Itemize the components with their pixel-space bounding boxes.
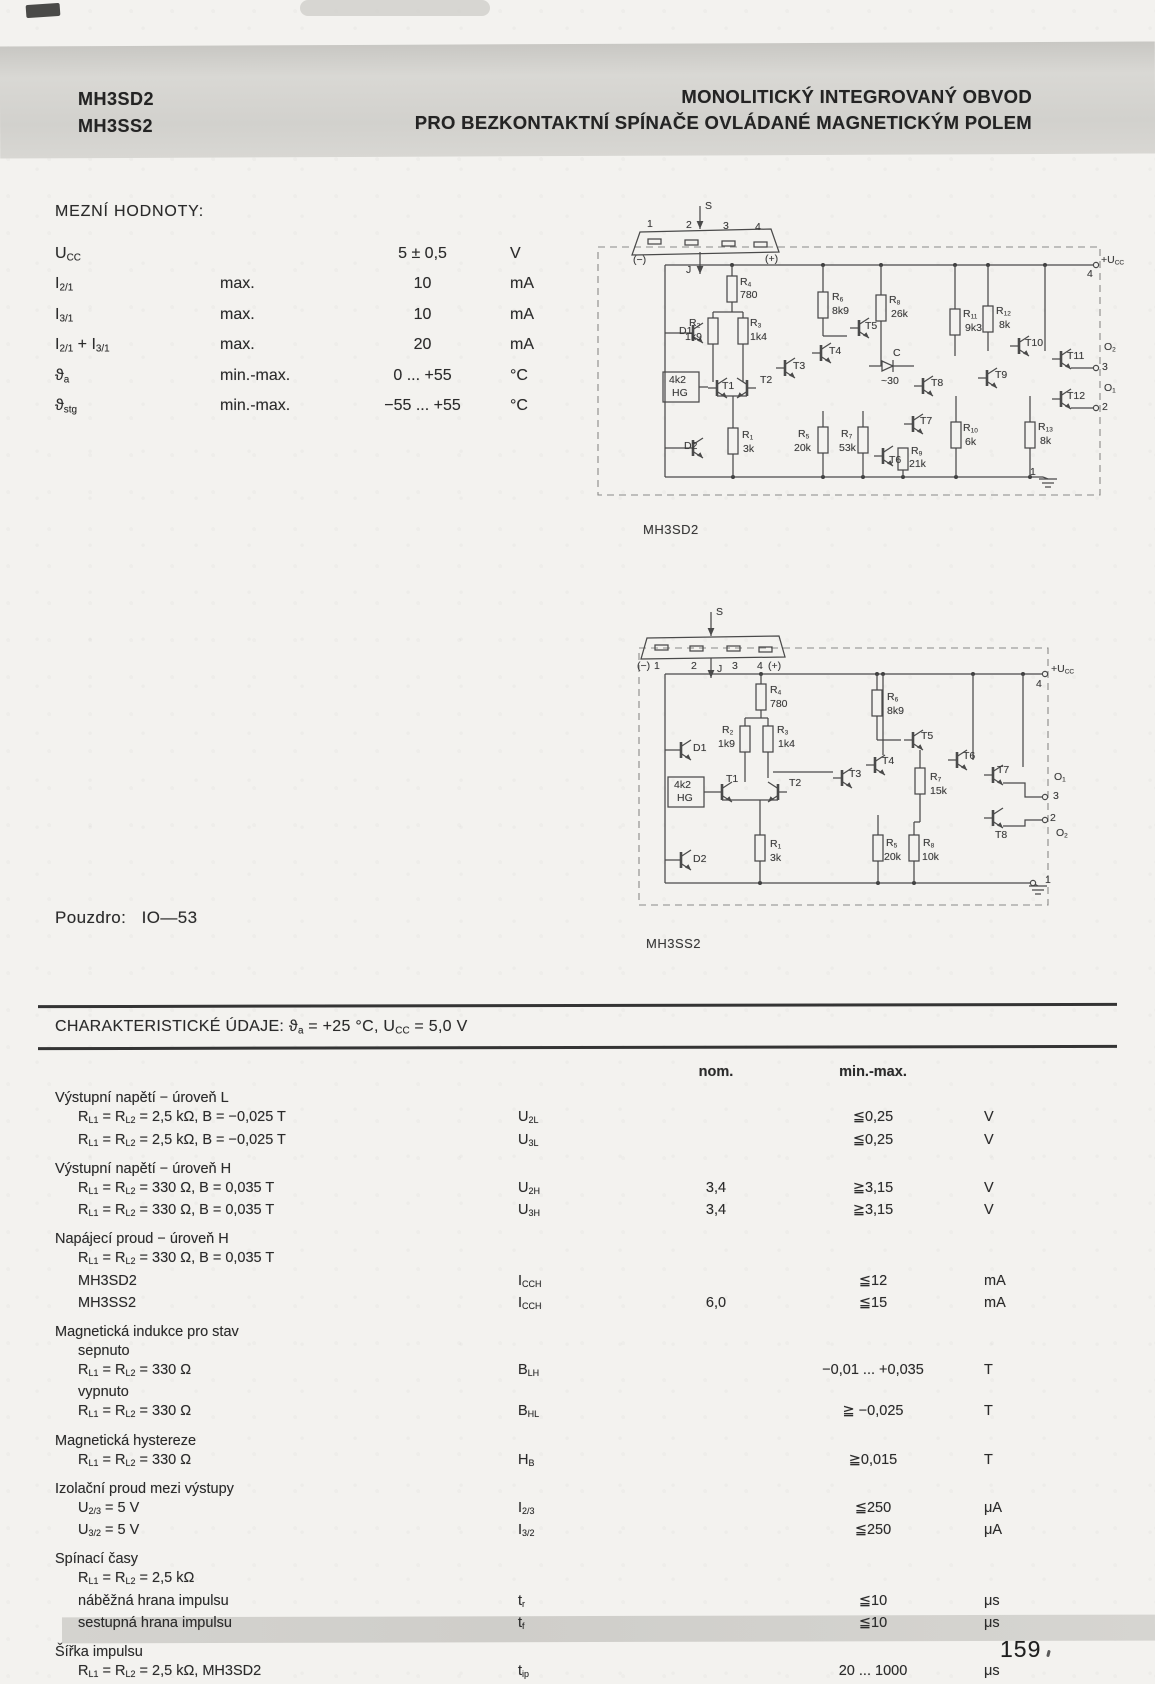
char-row (38, 1499, 1117, 1521)
row-condition: $R_{L1} = R_{L2} = 2,5$ kΩ, MH3SD2 (78, 1662, 262, 1680)
limit-unit: mA (510, 305, 534, 323)
part-number-1: MH3SD2 (78, 89, 155, 109)
row-condition: vypnuto (78, 1384, 129, 1401)
characteristics-section (38, 1004, 1117, 1684)
transistor-label: D1 (679, 325, 693, 337)
schematic2-caption: MH3SS2 (646, 936, 702, 951)
row-symbol (518, 1249, 670, 1271)
resistor-val: 1k4 (750, 331, 767, 343)
limit-row (55, 363, 595, 393)
hall-generator-label: 4k2 (669, 374, 686, 386)
resistor-ref: $R_{12}$ (996, 305, 1011, 318)
resistor-val: 3k (743, 443, 755, 455)
limit-row (55, 393, 595, 423)
limit-row (55, 302, 595, 332)
transistor-label: T4 (882, 755, 895, 767)
page-title (330, 84, 1032, 136)
row-minmax: ≦10 (858, 1614, 888, 1631)
col-minmax: min.-max. (839, 1064, 907, 1081)
row-nom (670, 1131, 762, 1153)
pin-number: 3 (732, 660, 738, 672)
row-minmax: ≦0,25 (852, 1131, 894, 1148)
transistor-label: T5 (865, 320, 878, 332)
title-line-1: MONOLITICKÝ INTEGROVANÝ OBVOD (681, 86, 1032, 107)
char-row (38, 1614, 1117, 1636)
resistor-ref: $R_1$ (742, 429, 754, 442)
row-condition: sepnuto (78, 1343, 130, 1360)
row-nom (670, 1249, 762, 1271)
row-condition: $R_{L1} = R_{L2} = 330$ Ω (78, 1403, 192, 1420)
col-nom: nom. (698, 1064, 734, 1081)
hall-generator-label: 4k2 (674, 779, 691, 791)
limit-row (55, 332, 595, 362)
resistor-val: 10k (922, 851, 939, 863)
char-group (38, 1323, 1117, 1424)
row-unit: V (984, 1179, 994, 1196)
row-nom (670, 1272, 762, 1294)
limit-condition: max. (220, 275, 255, 293)
char-row (38, 1179, 1117, 1201)
resistor-ref: $R_3$ (777, 724, 789, 737)
transistor-label: T10 (1025, 337, 1044, 349)
ground-pin: 1 (1030, 466, 1036, 478)
polarity-pos: (+) (768, 660, 782, 672)
limit-symbol: $ϑ_{stg}$ (55, 397, 77, 416)
hall-generator-label: HG (677, 792, 693, 804)
row-symbol: $H_B$ (518, 1451, 535, 1468)
row-nom (670, 1614, 762, 1636)
output-pin: 3 (1053, 790, 1059, 802)
row-unit: V (984, 1109, 994, 1126)
transistor-label: D2 (693, 853, 707, 865)
row-condition: $U_{2/3} = 5$ V (78, 1499, 140, 1517)
resistor-ref: $R_{13}$ (1038, 421, 1053, 434)
resistor-val: 20k (884, 851, 901, 863)
characteristics-title: CHARAKTERISTICKÉ ÚDAJE: $ϑ_a = +25$ °C, $U_{CC} = 5,0$ V (55, 1018, 468, 1037)
row-condition: $R_{L1} = R_{L2} = 330$ Ω (78, 1362, 192, 1379)
resistor-val: 15k (930, 785, 947, 797)
ic-boundary (598, 247, 1100, 495)
transistor-label: T5 (921, 730, 934, 742)
resistor-ref: $R_2$ (689, 317, 701, 330)
row-symbol: $I_{3/2}$ (518, 1522, 535, 1539)
row-symbol: $I_{CCH}$ (518, 1272, 542, 1289)
resistor-ref: $R_4$ (770, 684, 782, 697)
char-group (38, 1550, 1117, 1636)
group-heading: Výstupní napětí − úroveň H (55, 1160, 232, 1177)
transistor-label: T3 (849, 768, 862, 780)
group-heading: Spínací časy (55, 1551, 139, 1568)
char-row (38, 1592, 1117, 1614)
limit-condition: min.-max. (220, 397, 291, 415)
char-group (38, 1089, 1117, 1152)
resistor-val: 3k (770, 852, 782, 864)
circuit-linework-mh3ss2 (593, 560, 1075, 910)
resistor-val: 8k (999, 319, 1011, 331)
resistor-val: 53k (839, 442, 856, 454)
row-minmax: ≦12 (858, 1272, 888, 1289)
resistor-ref: $R_7$ (841, 428, 853, 441)
row-nom: 6,0 (705, 1294, 727, 1311)
supply-label: $+U_{CC}$ (1051, 663, 1075, 676)
row-condition: náběžná hrana impulsu (78, 1592, 229, 1609)
row-symbol: $U_{2L}$ (518, 1109, 539, 1126)
pin-number: 1 (647, 218, 653, 230)
row-unit: T (984, 1451, 993, 1468)
resistor-ref: $R_5$ (886, 837, 898, 850)
row-condition: $R_{L1} = R_{L2} = 2,5$ kΩ (78, 1570, 195, 1587)
resistor-ref: $R_{11}$ (963, 308, 978, 321)
group-heading: Šířka impulsu (55, 1643, 143, 1660)
limit-unit: °C (510, 366, 528, 384)
limit-condition (220, 241, 335, 271)
output-label: $O_1$ (1104, 382, 1116, 395)
output-label: $O_1$ (1054, 771, 1066, 784)
char-row (38, 1361, 1117, 1383)
resistor-ref: $R_6$ (887, 691, 899, 704)
row-condition: $R_{L1} = R_{L2} = 330$ Ω, B = 0,035 T (78, 1250, 275, 1267)
supply-pin: 4 (1036, 678, 1042, 690)
page-number-text: 159 (1000, 1636, 1042, 1662)
row-nom (670, 1662, 762, 1684)
resistor-ref: $R_1$ (770, 838, 782, 851)
row-condition: $U_{3/2} = 5$ V (78, 1522, 140, 1539)
limit-row (55, 271, 595, 301)
transistor-label: T7 (997, 764, 1010, 776)
capacitor-ref: C (893, 347, 901, 359)
limit-value: 20 (413, 336, 432, 354)
transistor-label: T1 (722, 380, 735, 392)
row-nom (670, 1592, 762, 1614)
row-minmax: ≦250 (854, 1522, 892, 1539)
resistor-val: 8k9 (832, 305, 849, 317)
row-minmax: ≧0,015 (848, 1451, 898, 1468)
scan-artifact-smudge (300, 0, 490, 16)
resistor-ref: $R_4$ (740, 276, 752, 289)
transistor-label: T1 (726, 773, 739, 785)
row-unit: mA (984, 1272, 1006, 1289)
resistor-ref: $R_6$ (832, 291, 844, 304)
resistor-val: 1k4 (778, 738, 795, 750)
resistor-val: 21k (909, 458, 926, 470)
resistor-val: 26k (891, 308, 908, 320)
transistor-label: T7 (920, 415, 933, 427)
row-nom (670, 1402, 762, 1424)
limit-symbol: $ϑ_a$ (55, 366, 70, 386)
row-condition: sestupná hrana impulsu (78, 1614, 232, 1631)
char-row (38, 1451, 1117, 1473)
schematic1-caption: MH3SD2 (643, 522, 699, 537)
row-unit: μA (984, 1522, 1003, 1539)
limit-value: 10 (413, 275, 432, 293)
transistor-label: D2 (684, 440, 698, 452)
package-value: IO—53 (141, 908, 198, 927)
part-numbers (78, 86, 154, 140)
resistor-val: 1k9 (718, 738, 735, 750)
transistor-label: T6 (889, 454, 902, 466)
row-minmax: ≧ −0,025 (842, 1403, 904, 1420)
row-nom (670, 1451, 762, 1473)
characteristics-header (38, 1063, 1117, 1082)
transistor-label: T3 (793, 360, 806, 372)
row-symbol: $I_{CCH}$ (518, 1294, 542, 1312)
row-minmax: ≦250 (854, 1499, 892, 1516)
char-group (38, 1432, 1117, 1473)
resistor-ref: $R_2$ (722, 724, 734, 737)
row-unit: T (984, 1403, 993, 1420)
part-number-2: MH3SS2 (78, 116, 154, 136)
rule-top (38, 1003, 1117, 1008)
char-row (38, 1521, 1117, 1543)
scan-artifact-blob (26, 3, 61, 18)
char-group (38, 1480, 1117, 1543)
resistor-ref: $R_8$ (889, 294, 901, 307)
resistor-ref: $R_3$ (750, 317, 762, 330)
row-unit: V (984, 1202, 994, 1219)
signal-label: S (705, 200, 713, 212)
limit-symbol: $I_{2/1} + I_{3/1}$ (55, 336, 110, 355)
char-group (38, 1643, 1117, 1684)
transistor-label: D1 (693, 742, 707, 754)
group-heading: Napájecí proud − úroveň H (55, 1231, 229, 1248)
limit-value: 0 ... +55 (393, 366, 452, 384)
output-label: $O_2$ (1056, 827, 1068, 840)
resistor-ref: $R_9$ (911, 445, 923, 458)
transistor-label: T8 (995, 829, 1008, 841)
schematic-mh3ss2 (593, 560, 1155, 915)
resistor-val: 8k9 (887, 705, 904, 717)
resistor-val: 8k (1040, 435, 1052, 447)
transistor-label: T2 (789, 777, 802, 789)
row-condition: $R_{L1} = R_{L2} = 330$ Ω, B = 0,035 T (78, 1202, 275, 1219)
pin-number: 4 (755, 221, 761, 233)
group-heading: Izolační proud mezi výstupy (55, 1480, 234, 1497)
resistor-val: 1k9 (685, 331, 702, 343)
schematic-mh3sd2 (593, 196, 1155, 506)
row-minmax: ≦10 (858, 1592, 888, 1609)
polarity-neg: (−) (633, 254, 647, 266)
row-symbol: $B_{HL}$ (518, 1403, 540, 1420)
limit-condition: max. (220, 336, 255, 354)
row-condition: $R_{L1} = R_{L2} = 2,5$ kΩ, B = −0,025 T (78, 1131, 286, 1148)
group-heading: Výstupní napětí − úroveň L (55, 1090, 229, 1107)
char-row (38, 1131, 1117, 1153)
pin-number: 2 (691, 660, 697, 672)
resistor-val: 780 (740, 289, 758, 301)
package-symbol (632, 206, 779, 274)
row-minmax: ≦15 (858, 1294, 888, 1311)
row-nom (670, 1108, 762, 1130)
rule-mid (38, 1045, 1117, 1050)
transistor-label: T9 (995, 369, 1008, 381)
row-unit: μs (984, 1662, 1000, 1679)
resistor-ref: $R_7$ (930, 771, 942, 784)
row-symbol: $t_f$ (518, 1614, 525, 1631)
char-row (38, 1294, 1117, 1316)
resistor-val: 6k (965, 436, 977, 448)
limit-row (55, 241, 595, 271)
row-symbol: $t_r$ (518, 1592, 526, 1609)
output-pin: 2 (1102, 401, 1108, 413)
row-symbol: $U_{3H}$ (518, 1202, 540, 1219)
transistor-label: T6 (963, 750, 976, 762)
limit-symbol: $I_{2/1}$ (55, 275, 74, 294)
char-row (38, 1272, 1117, 1294)
row-unit: μs (984, 1614, 1000, 1631)
row-nom (670, 1499, 762, 1521)
row-condition: $R_{L1} = R_{L2} = 2,5$ kΩ, B = −0,025 T (78, 1109, 286, 1126)
pin-number: 1 (654, 660, 660, 672)
resistor-ref: $R_8$ (923, 837, 935, 850)
row-symbol: $U_{3L}$ (518, 1131, 539, 1148)
transistor-label: T2 (760, 374, 773, 386)
row-symbol: $U_{2H}$ (518, 1179, 540, 1197)
supply-rail (665, 671, 1048, 894)
limit-symbol: $U_{CC}$ (55, 245, 81, 264)
transistor-label: T11 (1067, 350, 1085, 362)
page-number (1000, 1636, 1050, 1663)
package-line (55, 908, 197, 928)
row-minmax (762, 1249, 984, 1271)
row-minmax: ≧3,15 (852, 1202, 894, 1219)
resistor-val: 780 (770, 698, 788, 710)
junction-label: J (717, 663, 723, 675)
row-unit: mA (984, 1294, 1006, 1311)
char-group (38, 1160, 1117, 1223)
limit-value: 10 (413, 305, 432, 323)
char-row (38, 1201, 1117, 1223)
hall-generator-label: HG (672, 387, 688, 399)
row-unit: V (984, 1131, 994, 1148)
row-symbol: $I_{2/3}$ (518, 1499, 535, 1517)
row-unit: μs (984, 1592, 1000, 1609)
row-minmax: ≧3,15 (852, 1179, 894, 1196)
limit-condition: min.-max. (220, 366, 291, 384)
row-minmax: 20 ... 1000 (838, 1662, 908, 1679)
row-unit: T (984, 1362, 993, 1379)
capacitor-val: ~30 (881, 375, 899, 387)
junction-label: J (686, 264, 692, 276)
char-row (38, 1402, 1117, 1424)
row-minmax: −0,01 ... +0,035 (822, 1362, 924, 1379)
resistor-val: 9k3 (965, 322, 982, 334)
char-row (38, 1342, 1117, 1361)
row-minmax: ≦0,25 (852, 1109, 894, 1126)
package-symbol (641, 612, 785, 678)
supply-pin: 4 (1087, 268, 1093, 280)
group-heading: Magnetická hystereze (55, 1432, 197, 1449)
row-nom (670, 1521, 762, 1543)
char-row (38, 1108, 1117, 1130)
row-unit: μA (984, 1499, 1003, 1516)
char-row (38, 1249, 1117, 1271)
char-row (38, 1569, 1117, 1591)
polarity-pos: (+) (765, 253, 779, 265)
output-pin: 2 (1050, 812, 1056, 824)
row-symbol: $t_{ip}$ (518, 1662, 530, 1680)
signal-label: S (716, 606, 724, 618)
group-heading: Magnetická indukce pro stav (55, 1324, 239, 1341)
supply-label: $+U_{CC}$ (1101, 254, 1125, 267)
limit-symbol: $I_{3/1}$ (55, 305, 74, 325)
package-label: Pouzdro: (55, 908, 127, 927)
row-symbol: $B_{LH}$ (518, 1362, 540, 1379)
char-row (38, 1662, 1117, 1684)
resistor-ref: $R_{10}$ (963, 422, 978, 435)
transistor-label: T4 (829, 345, 842, 357)
limit-value: 5 ± 0,5 (398, 245, 447, 262)
limit-unit: °C (510, 397, 528, 415)
pin-number: 2 (686, 219, 692, 231)
limit-unit: mA (510, 336, 534, 354)
row-nom (670, 1361, 762, 1383)
title-line-2: PRO BEZKONTAKTNÍ SPÍNAČE OVLÁDANÉ MAGNETICKÝM POLEM (414, 112, 1032, 133)
limit-condition: max. (220, 305, 255, 323)
limit-value: −55 ... +55 (384, 397, 461, 415)
output-label: $O_2$ (1104, 341, 1116, 354)
row-condition: MH3SD2 (78, 1272, 137, 1289)
limit-unit: V (510, 245, 521, 262)
resistor-ref: $R_5$ (798, 428, 810, 441)
row-nom: 3,4 (705, 1179, 727, 1196)
limit-values-section (55, 203, 595, 424)
polarity-neg: (−) (637, 660, 651, 672)
transistor-label: T12 (1067, 390, 1086, 402)
output-pin: 3 (1102, 361, 1108, 373)
pin-number: 4 (757, 660, 763, 672)
row-condition: $R_{L1} = R_{L2} = 330$ Ω, B = 0,035 T (78, 1179, 275, 1197)
row-condition: $R_{L1} = R_{L2} = 330$ Ω (78, 1451, 192, 1468)
row-unit (984, 1249, 1117, 1271)
transistor-label: T8 (931, 377, 944, 389)
resistor-val: 20k (794, 442, 811, 454)
row-condition: MH3SS2 (78, 1294, 137, 1311)
limits-title: MEZNÍ HODNOTY: (55, 203, 204, 220)
char-row (38, 1383, 1117, 1402)
row-nom: 3,4 (705, 1202, 727, 1219)
char-group (38, 1230, 1117, 1316)
ground-pin: 1 (1045, 874, 1051, 886)
limit-unit: mA (510, 275, 534, 293)
pin-number: 3 (723, 220, 729, 232)
